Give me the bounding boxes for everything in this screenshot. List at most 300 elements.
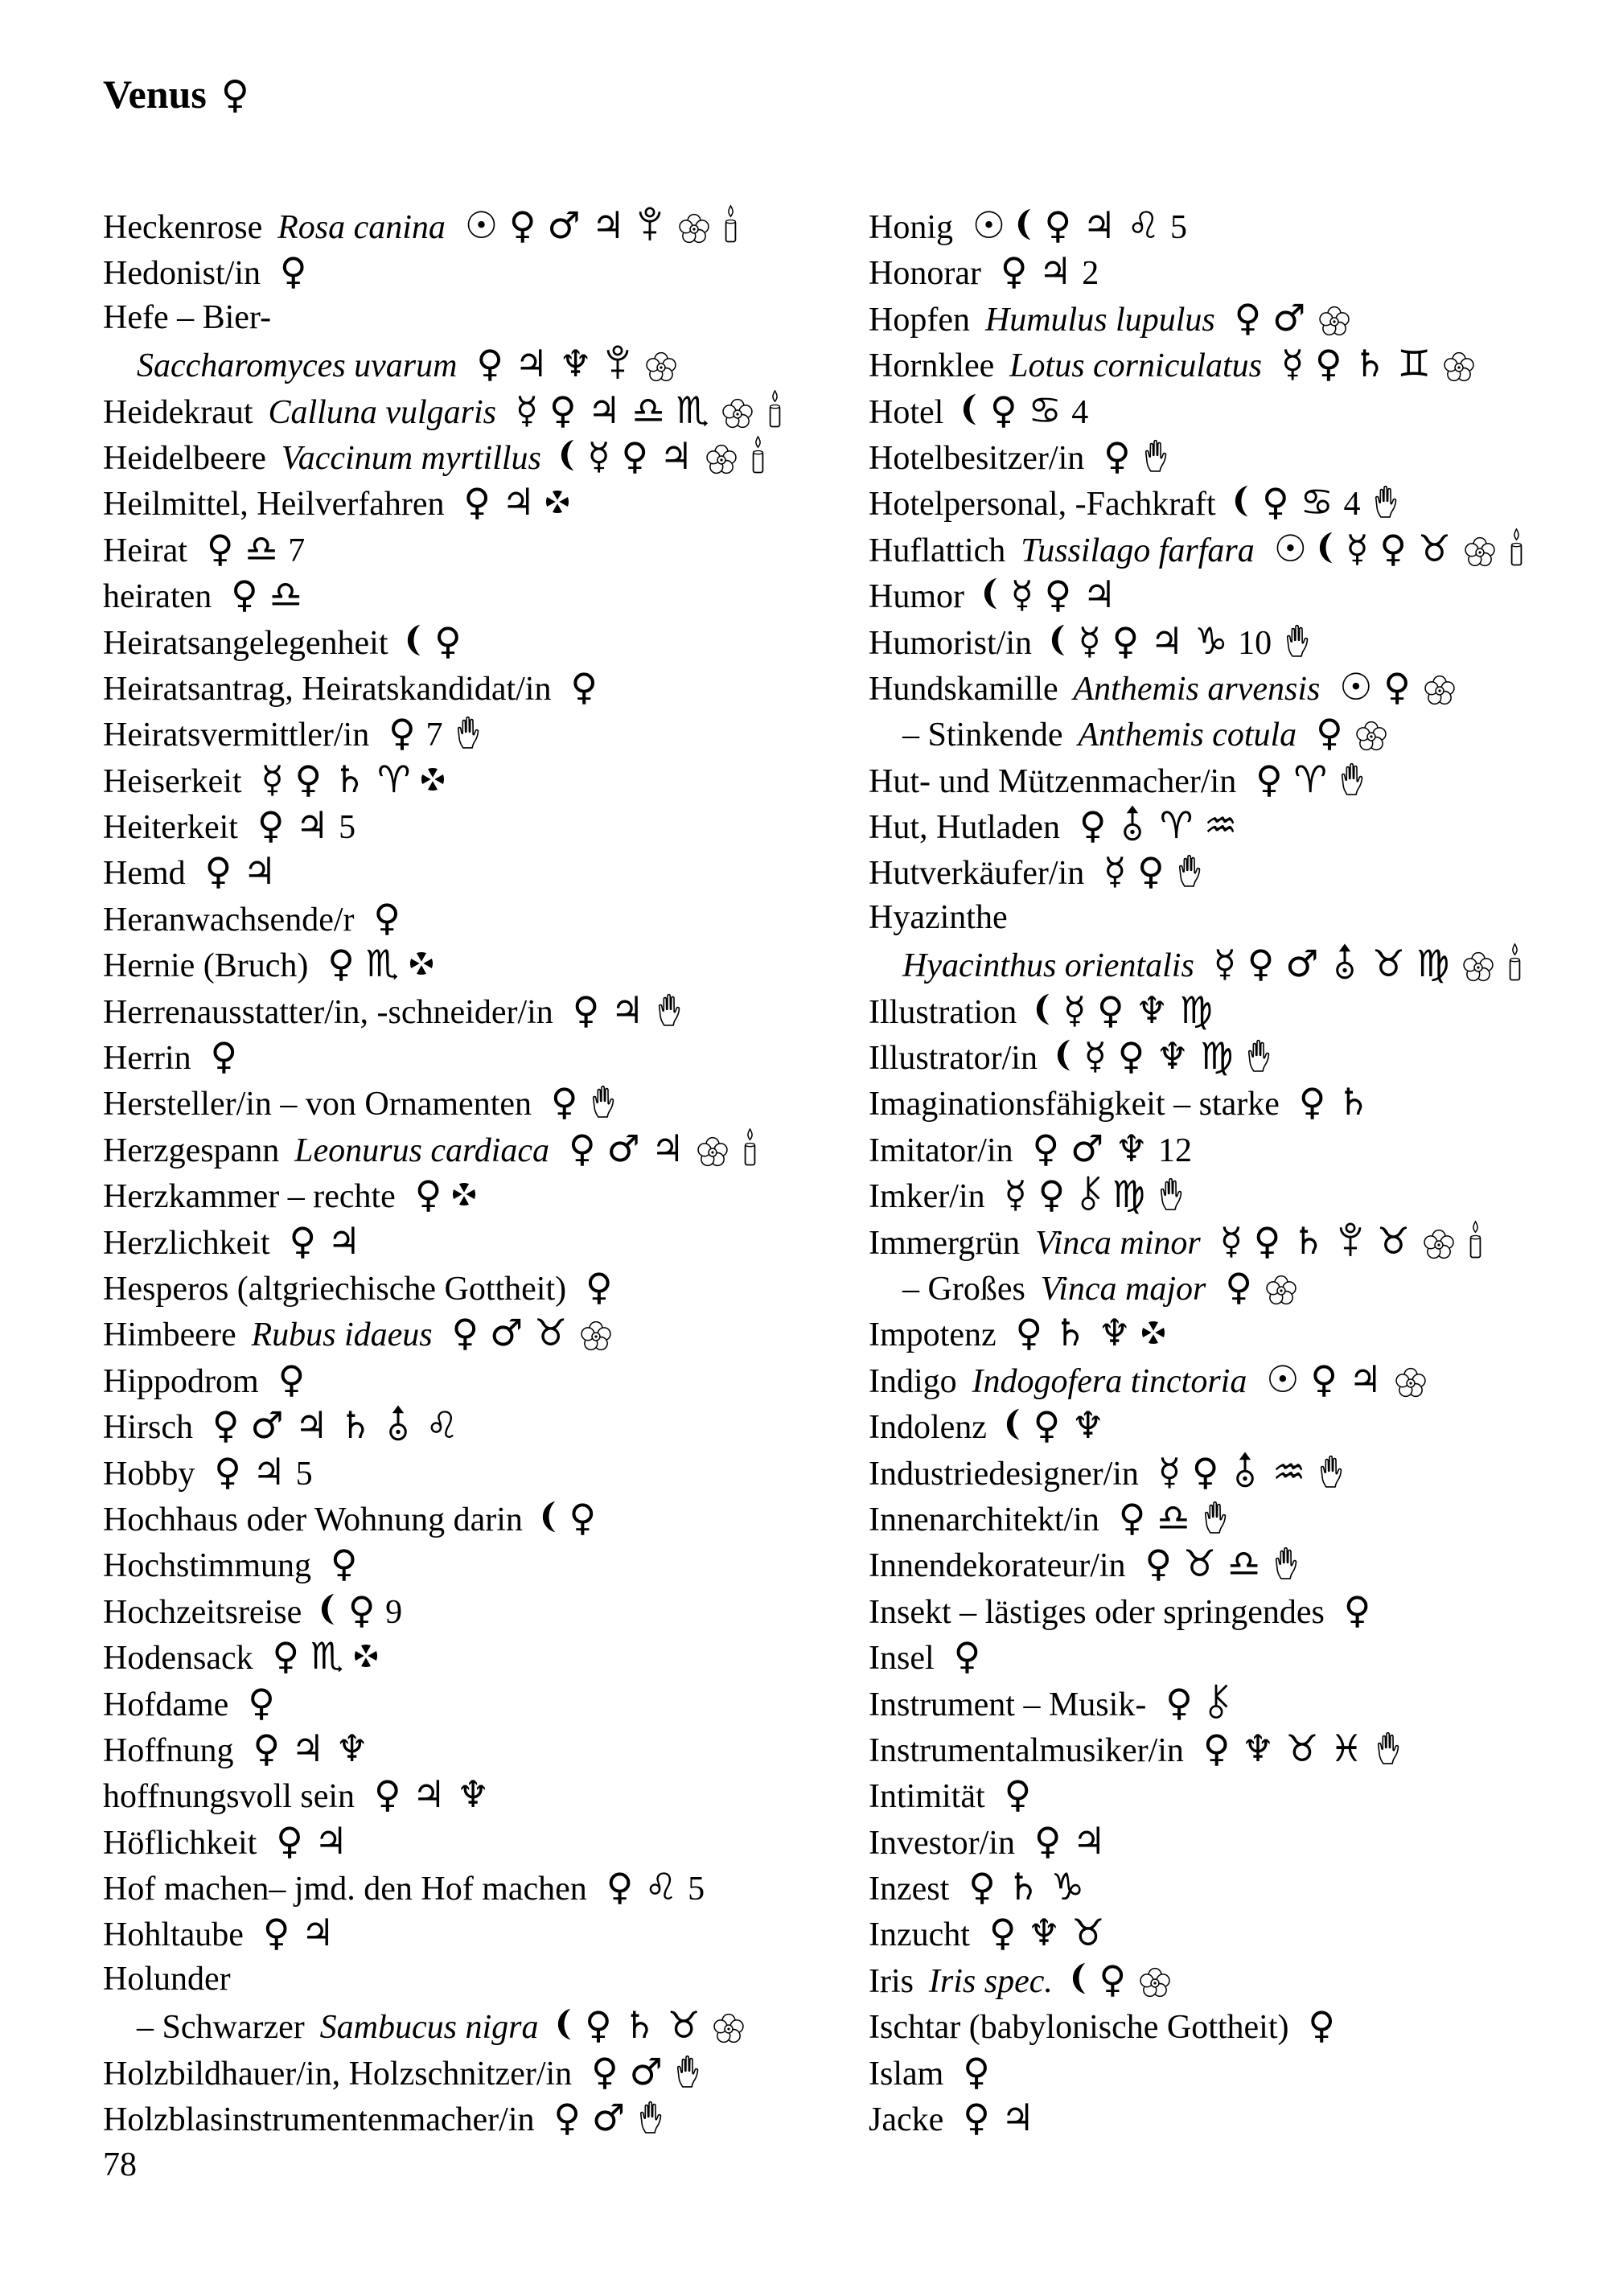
aries-symbol: ♈ (1159, 803, 1194, 848)
lexicon-entry (103, 341, 859, 387)
lexicon-entry (103, 664, 859, 710)
venus-symbol: ♀ (963, 2096, 990, 2140)
entry-latin-name: Anthemis arvensis (1073, 670, 1321, 708)
jupiter-symbol: ♃ (412, 1772, 446, 1817)
mars-symbol: ♂ (490, 1311, 524, 1355)
neptune-symbol: ♆ (1098, 1311, 1132, 1355)
venus-symbol: ♀ (553, 2096, 581, 2140)
neptune-symbol: ♆ (1027, 1911, 1061, 1955)
venus-symbol: ♀ (476, 342, 504, 386)
lexicon-entry (103, 757, 859, 803)
lexicon-entry (869, 757, 1613, 803)
moon-icon (1071, 1963, 1088, 2000)
lexicon-entry (103, 1726, 859, 1772)
entry-term: Illustrator/in (869, 1040, 1038, 1078)
venus-symbol: ♀ (1118, 1495, 1146, 1539)
entry-term: Hirsch (103, 1409, 193, 1447)
venus-symbol: ♀ (953, 1634, 981, 1678)
lexicon-entry (869, 1495, 1613, 1541)
venus-symbol: ♀ (550, 1080, 578, 1124)
mars-symbol: ♂ (606, 1126, 640, 1170)
entry-latin-name: Tussilago farfara (1021, 532, 1255, 569)
entry-latin-name: Sambucus nigra (319, 2009, 539, 2047)
entry-term: Hyazinthe (869, 898, 1008, 936)
scorpio-symbol: ♏ (676, 388, 709, 432)
venus-symbol: ♀ (508, 203, 536, 247)
entry-term: Heilmittel, Heilverfahren (103, 486, 445, 524)
entry-term: – Großes (902, 1270, 1025, 1308)
neptune-symbol: ♆ (1071, 1403, 1105, 1448)
pluto-icon (635, 209, 665, 246)
neptune-symbol: ♆ (1135, 988, 1169, 1032)
entry-term: Intimität (869, 1778, 985, 1816)
incense-icon (1508, 532, 1525, 569)
venus-symbol: ♀ (1044, 573, 1072, 617)
mars-symbol: ♂ (1285, 942, 1319, 986)
lexicon-entry (869, 1957, 1613, 2002)
cross-icon (1141, 1316, 1165, 1353)
entry-term: Insekt – lästiges oder springendes (869, 1593, 1325, 1631)
cancer-symbol: ♋ (1028, 388, 1062, 432)
venus-icon: ♀ (220, 72, 249, 117)
lexicon-entry (103, 1633, 859, 1679)
venus-symbol: ♀ (1004, 1772, 1032, 1817)
cancer-symbol: ♋ (1300, 480, 1334, 524)
house-number: 7 (288, 532, 306, 569)
venus-symbol: ♀ (963, 2049, 990, 2093)
venus-symbol: ♀ (1000, 249, 1028, 294)
venus-symbol: ♀ (204, 849, 232, 893)
flower-icon (1460, 947, 1497, 984)
lexicon-entry (869, 1541, 1613, 1587)
venus-symbol: ♀ (1144, 1542, 1173, 1586)
lexicon-entry (869, 479, 1613, 525)
entry-term: Illustration (869, 993, 1017, 1031)
venus-symbol: ♀ (212, 1403, 240, 1448)
venus-symbol: ♀ (253, 1726, 281, 1770)
hand-icon (1337, 763, 1367, 800)
entry-term: Heidekraut (103, 393, 253, 431)
venus-symbol: ♀ (206, 526, 234, 570)
mars-symbol: ♂ (1272, 295, 1306, 339)
lexicon-entry (103, 433, 859, 479)
entry-term: Insel (869, 1640, 935, 1678)
neptune-symbol: ♆ (1115, 1126, 1149, 1170)
venus-symbol: ♀ (586, 1264, 613, 1308)
entry-term: Iris (869, 1962, 914, 2000)
saturn-symbol: ♄ (1292, 1218, 1325, 1263)
lexicon-entry (869, 2049, 1613, 2095)
venus-symbol: ♀ (1316, 711, 1343, 755)
flower-icon (1392, 1363, 1429, 1400)
entry-term: Hut, Hutladen (869, 809, 1060, 847)
venus-symbol: ♀ (1234, 295, 1262, 339)
moon-icon (405, 625, 423, 662)
entry-term: Islam (869, 2055, 944, 2093)
lexicon-entry (103, 479, 859, 525)
entry-term: Herzgespann (103, 1132, 280, 1169)
lexicon-entry (103, 1541, 859, 1587)
venus-symbol: ♀ (248, 1680, 275, 1724)
entry-term: Impotenz (869, 1316, 997, 1354)
entry-latin-name: Saccharomyces uvarum (137, 347, 458, 385)
flower-icon (694, 1132, 731, 1169)
hand-icon (1373, 1732, 1403, 1769)
lexicon-entry (869, 203, 1613, 248)
venus-symbol: ♀ (621, 433, 649, 478)
hand-icon (1370, 486, 1401, 523)
moon-icon (1016, 209, 1034, 246)
lexicon-entry (869, 295, 1613, 341)
venus-symbol: ♀ (289, 1218, 317, 1263)
lexicon-entry (869, 1680, 1613, 1726)
venus-symbol: ♀ (214, 1449, 241, 1493)
entry-term: Herrin (103, 1040, 191, 1078)
aquarius-symbol: ♒ (1272, 1449, 1306, 1493)
mars-symbol: ♂ (1071, 1126, 1104, 1170)
house-number: 4 (1071, 393, 1089, 431)
lexicon-entry (103, 572, 859, 618)
house-number: 10 (1238, 624, 1272, 662)
capricorn-symbol: ♑ (1194, 618, 1228, 663)
leo-symbol: ♌ (644, 1865, 678, 1909)
entry-term: Herzlichkeit (103, 1224, 270, 1262)
venus-symbol: ♀ (276, 1818, 303, 1863)
entry-term: Heiratsangelegenheit (103, 624, 388, 662)
entry-term: Hernie (Bruch) (103, 947, 309, 985)
lexicon-entry (869, 341, 1613, 387)
sun-symbol: ☉ (972, 203, 1006, 247)
entry-latin-name: Rosa canina (277, 209, 446, 246)
entry-term: Hutverkäufer/in (869, 855, 1085, 893)
entry-term: Heckenrose (103, 209, 263, 246)
venus-symbol: ♀ (1044, 203, 1072, 247)
flower-icon (1353, 717, 1390, 754)
lexicon-entry (103, 1264, 859, 1310)
entry-term: Hof machen– jmd. den Hof machen (103, 1871, 587, 1908)
lexicon-entry (869, 572, 1613, 618)
entry-term: Hemd (103, 855, 186, 893)
entry-latin-name: Leonurus cardiaca (294, 1132, 550, 1169)
mars-symbol: ♂ (629, 2049, 663, 2093)
entry-term: Holzblasinstrumentenmacher/in (103, 2101, 535, 2139)
flower-icon (1263, 1271, 1300, 1308)
house-number: 7 (425, 717, 443, 754)
venus-symbol: ♀ (1137, 849, 1165, 893)
entry-term: Hesperos (altgriechische Gottheit) (103, 1270, 567, 1308)
entry-term: Hut- und Mützenmacher/in (869, 762, 1237, 800)
flower-icon (676, 209, 713, 246)
libra-symbol: ♎ (1157, 1495, 1190, 1539)
lexicon-entry (869, 941, 1613, 987)
jupiter-symbol: ♃ (327, 1218, 361, 1263)
jupiter-symbol: ♃ (1150, 618, 1184, 663)
chiron-icon (1203, 1686, 1229, 1723)
venus-symbol: ♀ (549, 388, 577, 432)
entry-term: Heiterkeit (103, 809, 238, 847)
entry-term: Innenarchitekt/in (869, 1501, 1099, 1538)
entry-term: Inzucht (869, 1916, 970, 1954)
saturn-symbol: ♄ (623, 2003, 656, 2048)
entry-term: Heidelbeere (103, 439, 266, 477)
venus-symbol: ♀ (262, 1911, 290, 1955)
flower-icon (1420, 1225, 1457, 1262)
venus-symbol: ♀ (568, 1126, 596, 1170)
lexicon-entry (103, 1864, 859, 1910)
jupiter-symbol: ♃ (651, 1126, 684, 1170)
uranus-icon (1229, 1456, 1261, 1493)
lexicon-entry (103, 1957, 859, 2002)
taurus-symbol: ♉ (1071, 1911, 1105, 1955)
jupiter-symbol: ♃ (1072, 1818, 1106, 1863)
taurus-symbol: ♉ (1285, 1726, 1319, 1770)
entry-term: Hornklee (869, 347, 995, 385)
neptune-symbol: ♆ (456, 1772, 490, 1817)
entry-term: Hochzeitsreise (103, 1593, 302, 1631)
entry-term: Humor (869, 578, 964, 616)
entry-term: Instrumentalmusiker/in (869, 1731, 1184, 1769)
lexicon-entry (103, 848, 859, 894)
lexicon-entry (869, 1403, 1613, 1448)
entry-term: Indigo (869, 1362, 957, 1400)
entry-term: Imaginationsfähigkeit – starke (869, 1086, 1280, 1123)
aries-symbol: ♈ (1293, 757, 1327, 801)
entry-term: Hotel (869, 393, 944, 431)
entry-term: – Schwarzer (137, 2009, 305, 2047)
venus-symbol: ♀ (1032, 1126, 1060, 1170)
lexicon-entry (869, 1587, 1613, 1633)
entry-term: Himbeere (103, 1316, 236, 1354)
sun-symbol: ☉ (464, 203, 499, 247)
entry-term: Hedonist/in (103, 255, 261, 293)
lexicon-entry (869, 433, 1613, 479)
entry-term: Hersteller/in – von Ornamenten (103, 1086, 532, 1123)
neptune-symbol: ♆ (558, 342, 593, 386)
jupiter-symbol: ♃ (501, 480, 536, 524)
saturn-symbol: ♄ (333, 757, 367, 801)
lexicon-entry (103, 1033, 859, 1079)
mercury-symbol: ☿ (1157, 1449, 1181, 1493)
lexicon-entry (869, 1726, 1613, 1772)
venus-symbol: ♀ (1096, 988, 1124, 1032)
venus-symbol: ♀ (572, 988, 600, 1032)
lexicon-entry (103, 710, 859, 756)
mercury-symbol: ☿ (587, 433, 610, 478)
moon-icon (559, 440, 577, 477)
uranus-icon (1329, 947, 1361, 984)
venus-symbol: ♀ (989, 388, 1017, 432)
incense-icon (750, 440, 766, 477)
moon-icon (1233, 486, 1251, 523)
lexicon-entry (869, 1772, 1613, 1817)
saturn-symbol: ♄ (1054, 1311, 1087, 1355)
venus-symbol: ♀ (1033, 1403, 1061, 1448)
hand-icon (1282, 625, 1313, 662)
lexicon-entry (103, 526, 859, 572)
cross-icon (409, 947, 434, 984)
hand-icon (672, 2056, 703, 2093)
venus-symbol: ♀ (434, 618, 462, 663)
venus-symbol: ♀ (1255, 757, 1283, 801)
venus-symbol: ♀ (1015, 1311, 1043, 1355)
entry-term: Hochhaus oder Wohnung darin (103, 1501, 523, 1538)
house-number: 4 (1343, 486, 1361, 524)
entry-term: hoffnungsvoll sein (103, 1778, 355, 1816)
venus-symbol: ♀ (277, 1357, 306, 1401)
entry-term: Hotelbesitzer/in (869, 439, 1085, 477)
venus-symbol: ♀ (347, 1587, 376, 1632)
jupiter-symbol: ♃ (1001, 2096, 1034, 2140)
entry-term: Holzbildhauer/in, Holzschnitzer/in (103, 2055, 573, 2093)
flower-icon (643, 347, 680, 384)
lexicon-entry (103, 1818, 859, 1864)
entry-term: Hochstimmung (103, 1547, 311, 1585)
lexicon-entry (869, 1079, 1613, 1125)
lexicon-entry (869, 388, 1613, 433)
mars-symbol: ♂ (591, 2096, 626, 2140)
chiron-icon (1075, 1178, 1101, 1215)
lexicon-entry (103, 1310, 859, 1356)
venus-symbol: ♀ (1253, 1218, 1281, 1263)
venus-symbol: ♀ (451, 1311, 479, 1355)
flower-icon (1136, 1963, 1173, 2000)
entry-term: Investor/in (869, 1824, 1015, 1862)
libra-symbol: ♎ (1227, 1542, 1261, 1586)
aries-symbol: ♈ (377, 757, 411, 801)
venus-symbol: ♀ (606, 1865, 634, 1909)
hand-icon (1243, 1040, 1274, 1077)
venus-symbol: ♀ (570, 664, 598, 709)
entry-latin-name: Vaccinum myrtillus (281, 439, 541, 477)
lexicon-entry (103, 988, 859, 1033)
virgo-symbol: ♍ (1416, 942, 1450, 986)
lexicon-entry (103, 941, 859, 987)
house-number: 2 (1082, 255, 1099, 293)
lexicon-entry (103, 1172, 859, 1218)
lexicon-entry (869, 710, 1613, 756)
moon-icon (1034, 994, 1052, 1031)
right-column (869, 203, 1613, 2141)
sun-symbol: ☉ (1339, 664, 1373, 709)
lexicon-entry (103, 1218, 859, 1264)
entry-term: Hopfen (869, 301, 970, 339)
lexicon-entry (103, 1772, 859, 1817)
left-column (103, 203, 859, 2141)
venus-symbol: ♀ (272, 1634, 300, 1678)
venus-symbol: ♀ (1103, 433, 1131, 478)
hand-icon (588, 1086, 618, 1123)
lexicon-entry (103, 295, 859, 341)
flower-icon (710, 2009, 747, 2046)
hand-icon (1271, 1547, 1301, 1584)
uranus-icon (1116, 809, 1149, 846)
cross-icon (545, 486, 569, 523)
entry-term: Imitator/in (869, 1132, 1013, 1169)
entry-term: Huflattich (869, 532, 1006, 569)
lexicon-entry (103, 1403, 859, 1448)
lexicon-entry (869, 526, 1613, 572)
entry-term: Hundskamille (869, 670, 1058, 708)
jupiter-symbol: ♃ (660, 433, 693, 478)
venus-symbol: ♀ (1225, 1264, 1253, 1308)
sun-symbol: ☉ (1266, 1357, 1300, 1401)
lexicon-entry (103, 1587, 859, 1633)
saturn-symbol: ♄ (339, 1403, 372, 1448)
entry-latin-name: Indogofera tinctoria (972, 1362, 1247, 1400)
mercury-symbol: ☿ (1213, 942, 1236, 986)
saturn-symbol: ♄ (1353, 342, 1387, 386)
venus-symbol: ♀ (1191, 1449, 1219, 1493)
lexicon-entry (869, 1818, 1613, 1864)
entry-term: heiraten (103, 578, 212, 616)
venus-symbol: ♀ (968, 1865, 996, 1909)
venus-symbol: ♀ (414, 1173, 442, 1217)
hand-icon (1200, 1501, 1231, 1538)
jupiter-symbol: ♃ (514, 342, 549, 386)
hand-icon (1140, 440, 1171, 477)
hand-icon (453, 717, 483, 754)
incense-icon (742, 1132, 758, 1169)
lexicon-entry (103, 1126, 859, 1172)
venus-symbol: ♀ (1165, 1680, 1193, 1724)
virgo-symbol: ♍ (1112, 1173, 1145, 1217)
jupiter-symbol: ♃ (587, 388, 621, 432)
libra-symbol: ♎ (269, 573, 302, 617)
entry-term: Innendekorateur/in (869, 1547, 1126, 1585)
jupiter-symbol: ♃ (301, 1911, 335, 1955)
virgo-symbol: ♍ (1179, 988, 1213, 1032)
lexicon-entry (103, 803, 859, 848)
lexicon-entry (103, 248, 859, 294)
entry-term: Jacke (869, 2101, 944, 2139)
venus-symbol: ♀ (1112, 618, 1140, 663)
jupiter-symbol: ♃ (294, 1403, 328, 1448)
moon-icon (1050, 625, 1067, 662)
entry-term: Humorist/in (869, 624, 1033, 662)
lexicon-entry (103, 1079, 859, 1125)
pluto-icon (1335, 1225, 1366, 1262)
page-title (103, 71, 249, 117)
venus-symbol: ♀ (1247, 942, 1275, 986)
venus-symbol: ♀ (1034, 1818, 1062, 1863)
flower-icon (1440, 347, 1477, 384)
venus-symbol: ♀ (1262, 480, 1289, 524)
lexicon-entry (103, 203, 859, 248)
entry-term: Herzkammer – rechte (103, 1178, 396, 1216)
neptune-symbol: ♆ (1156, 1034, 1190, 1078)
venus-symbol: ♀ (585, 2003, 612, 2048)
venus-symbol: ♀ (1308, 2003, 1336, 2048)
mercury-symbol: ☿ (1083, 1034, 1107, 1078)
entry-latin-name: Humulus lupulus (984, 301, 1215, 339)
entry-term: Inzest (869, 1871, 950, 1908)
taurus-symbol: ♉ (1417, 526, 1452, 570)
venus-symbol: ♀ (330, 1542, 358, 1586)
leo-symbol: ♌ (1127, 203, 1161, 247)
lexicon-entry (103, 1910, 859, 1956)
gemini-symbol: ♊ (1397, 342, 1431, 386)
venus-symbol: ♀ (1383, 664, 1411, 709)
lexicon-entry (869, 895, 1613, 941)
venus-symbol: ♀ (1038, 1173, 1066, 1217)
venus-symbol: ♀ (210, 1034, 238, 1078)
entry-term: Heiserkeit (103, 762, 242, 800)
entry-term: Heiratsvermittler/in (103, 717, 370, 754)
house-number: 5 (688, 1871, 705, 1908)
lexicon-entry (103, 1680, 859, 1726)
flower-icon (1316, 302, 1353, 339)
entry-latin-name: Hyacinthus orientalis (902, 947, 1194, 985)
